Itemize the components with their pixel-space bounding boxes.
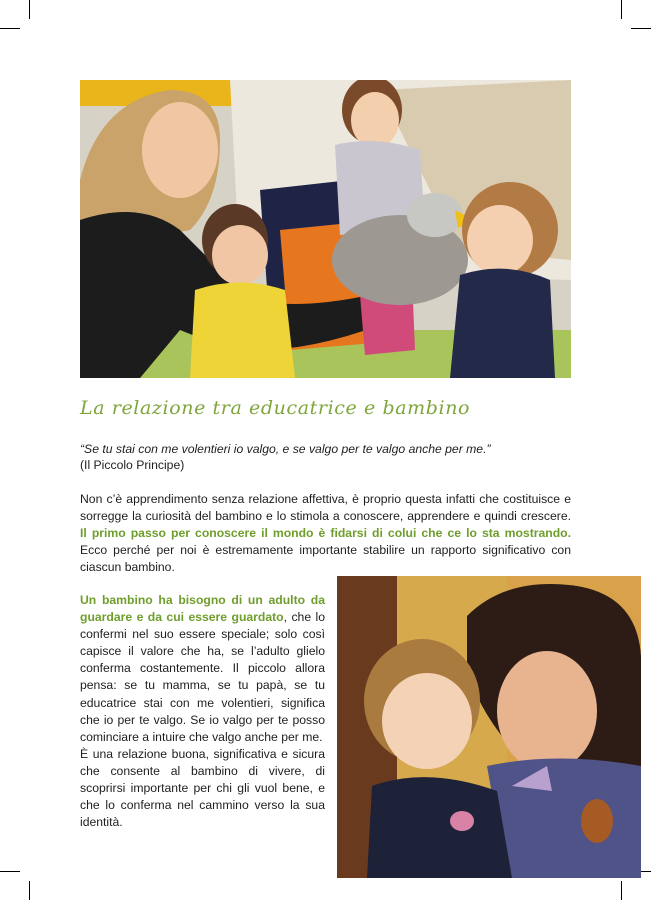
intro-text: Non c’è apprendimento senza relazione affettiva, è proprio questa infatti che costituisce e sorregge la curiosità del bambino e lo stimola a conoscere, apprendere e quindi crescere. — [80, 492, 571, 523]
column-paragraph-2: È una relazione buona, significativa e sicura che consente al bambino di vivere, di scoprirsi importante per chi gli vuol bene, e che lo conferma nel cammino verso la sua identità. — [80, 746, 325, 830]
crop-mark — [0, 871, 20, 872]
column-highlight: Un bambino ha bisogno di un adulto da guardare e da cui essere guardato — [80, 593, 325, 625]
intro-paragraph — [80, 491, 571, 576]
section-title: La relazione tra educatrice e bambino — [80, 397, 471, 419]
quote-source: (Il Piccolo Principe) — [80, 458, 185, 472]
column-text — [80, 592, 325, 831]
crop-mark — [621, 0, 622, 19]
intro-text-2: Ecco perché per noi è estremamente importante stabilire un rapporto significativo con ciascun bambino. — [80, 543, 571, 574]
photo-educator-with-children — [80, 80, 571, 378]
crop-mark — [621, 881, 622, 900]
column-rest: , che lo confermi nel suo essere speciale; solo così capisce il valore che ha, se l’adulto glielo conferma costantemente. Il piccolo allora pensa: se tu mamma, se tu papà, se tu educatrice stai con me volentieri, significa che io per te valgo. Se io valgo per te posso cominciare a intuire che valgo anche per me. — [80, 610, 326, 744]
intro-highlight: Il primo passo per conoscere il mondo è fidarsi di colui che ce lo sta mostrando. — [80, 526, 571, 540]
crop-mark — [29, 881, 30, 900]
crop-mark — [0, 28, 20, 29]
photo-educator-hugging-child — [337, 576, 641, 878]
quote-text: “Se tu stai con me volentieri io valgo, e se valgo per te valgo anche per me.” — [80, 442, 491, 456]
crop-mark — [29, 0, 30, 19]
crop-mark — [631, 28, 651, 29]
